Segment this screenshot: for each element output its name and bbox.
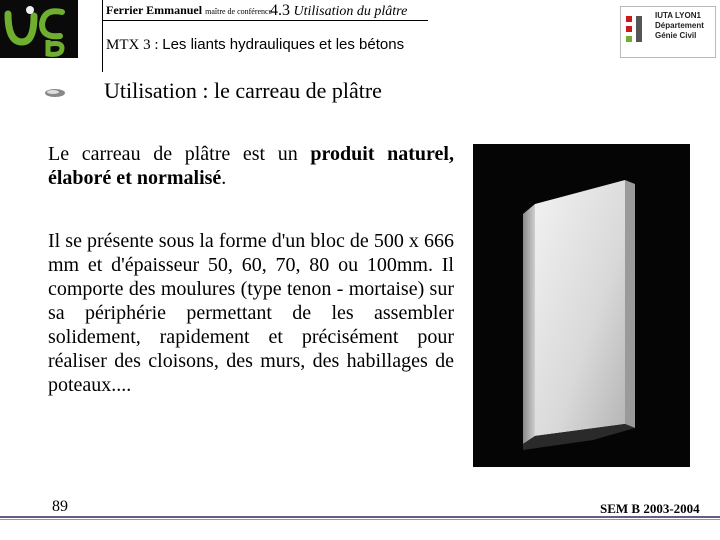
course-title: Les liants hydrauliques et les bétons: [162, 36, 405, 53]
author-name: Ferrier Emmanuel: [106, 3, 203, 17]
header-vertical-rule: [102, 0, 103, 72]
footer-rule: [0, 516, 720, 518]
author-role: maître de conférence: [205, 7, 273, 16]
iuta-logo-line: Département: [655, 21, 704, 30]
section-title: Utilisation du plâtre: [293, 4, 408, 19]
ucbl-logo: [0, 0, 78, 58]
section-number: 4.3: [270, 2, 290, 19]
plaster-block-photo: [473, 144, 690, 467]
plaster-block-image: [473, 144, 690, 467]
iuta-logo-line: IUTA LYON1: [655, 11, 701, 20]
paragraph-text: Le carreau de plâtre est un: [48, 143, 311, 165]
iuta-logo-text: [655, 11, 704, 41]
section-heading: [270, 2, 407, 20]
page-number: 89: [52, 498, 68, 515]
author-line: [106, 3, 272, 18]
bullet-icon: [44, 86, 66, 104]
slide-title: Utilisation : le carreau de plâtre: [104, 78, 382, 103]
paragraph-description: Il se présente sous la forme d'un bloc de 500 x 666 mm et d'épaisseur 50, 60, 70, 80 ou 100mm. Il comporte des moulures (type tenon - mortaise) sur sa périphérie permettant de les assembler solidement, rapidement et précisément pour réaliser des cloisons, des murs, des habillages de poteaux....: [48, 230, 454, 396]
iuta-logo-line: Génie Civil: [655, 31, 697, 40]
iuta-logo-mark: [624, 12, 654, 52]
header-horizontal-rule: [102, 20, 428, 21]
ucbl-logo-graphic: [0, 0, 78, 58]
footer-rule-thin: [0, 519, 720, 520]
semester-label: SEM B 2003-2004: [600, 501, 700, 516]
course-code: MTX 3 :: [106, 37, 159, 53]
course-line: [106, 36, 404, 54]
paragraph-definition: [48, 142, 454, 190]
iuta-logo: [620, 6, 716, 58]
paragraph-emphasis: produit naturel, élaboré et normalisé: [48, 143, 454, 189]
paragraph-text: .: [221, 167, 227, 189]
